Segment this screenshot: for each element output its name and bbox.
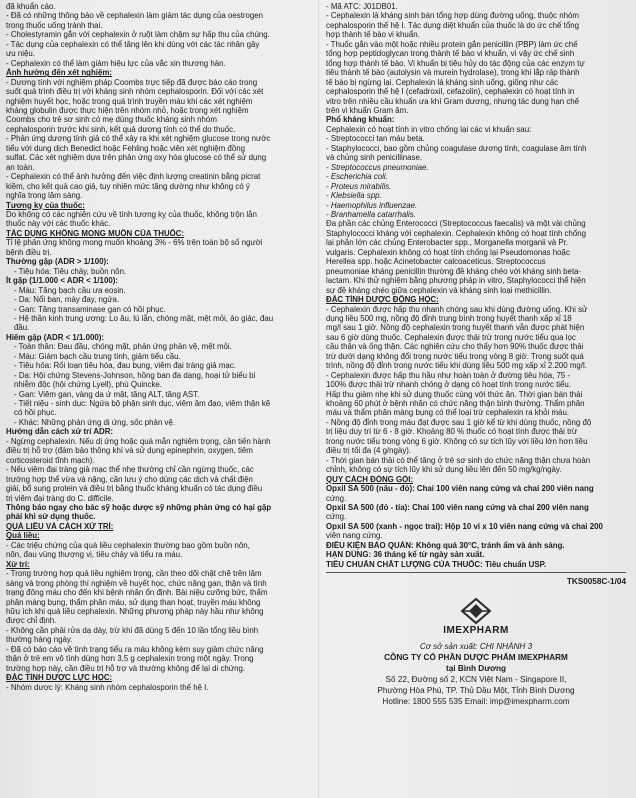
right_column-text-line: vulgaris. Cephalexin không có hoạt tính chống lại Pseudomonas hoặc bbox=[326, 247, 570, 257]
left_column-text-line: thuốc này với các thuốc khác. bbox=[6, 219, 111, 229]
left_column-text-line: nghĩa trong lâm sàng. bbox=[6, 191, 83, 201]
right_column-text-line: - Branhamella catarrhalis. bbox=[326, 209, 416, 219]
left_column-text-line: trường hợp thể vừa và nặng, cần lưu ý cho dùng các dịch và chất điện bbox=[6, 474, 253, 484]
address-line: Số 22, Đường số 2, KCN Việt Nam - Singapore II, bbox=[385, 675, 567, 685]
right_column-text-line: 100% được thải trừ nhanh chóng ở dạng có hoạt tính trong nước tiểu. bbox=[326, 380, 572, 390]
left_column-text-line: corticosteroid tĩnh mạch). bbox=[6, 455, 95, 465]
left_column-text-line: - Gan: Tăng transaminase gan có hồi phục. bbox=[14, 304, 166, 314]
manufacturer-info bbox=[326, 641, 626, 707]
right_column-text-line: Đa phần các chủng Enterococci (Streptococcus faecalis) và một vài chủng bbox=[326, 219, 586, 229]
left_column-text-line: - Da: Hội chứng Stevens-Johnson, hồng ban đa dạng, hoại tử biểu bì bbox=[14, 370, 256, 380]
right_column-text-line: HẠN DÙNG: 36 tháng kể từ ngày sản xuất. bbox=[326, 550, 485, 560]
left_column-text-line: Coombs cho trẻ sơ sinh có mẹ dùng thuốc kháng sinh nhóm bbox=[6, 115, 217, 125]
contact-line: Hotline: 1800 555 535 Email: imp@imexpharm.com bbox=[382, 697, 570, 707]
left_column-text-line: cephalosporin trước khi sinh, kết quả dương tính có thể do thuốc. bbox=[6, 124, 236, 134]
right_column-text-line: - Cephalexin được hấp thu hầu như hoàn toàn ở đường tiêu hóa, 75 - bbox=[326, 370, 571, 380]
left_column-text-line: bệnh điều trị. bbox=[6, 247, 52, 257]
left_column-text-line: - Tiết niệu - sinh dục: Ngứa bộ phận sinh dục, viêm âm đạo, viêm thận kẽ bbox=[14, 399, 271, 409]
right_column-text-line: máu và thẩm phân màng bụng có thể loại trừ cephalexin ra khỏi máu. bbox=[326, 408, 570, 418]
divider bbox=[326, 572, 626, 573]
left_column-text-line: Thông báo ngay cho bác sỹ hoặc dược sỹ những phản ứng có hại gặp bbox=[6, 503, 272, 513]
left_column-text-line: hữu ích khi quá liều cephalexin. Những phương pháp này hầu như không bbox=[6, 607, 264, 616]
left_column-text-line: - Tiêu hóa: Tiêu chảy, buồn nôn. bbox=[14, 266, 127, 276]
right_column-text-line: Cephalexin có hoạt tính in vitro chống lại các vi khuẩn sau: bbox=[326, 124, 532, 134]
right_column-text-line: cầu thận và ống thận. Các nghiên cứu cho thấy hơn 90% thuốc được thải bbox=[326, 342, 584, 352]
left_column-text-line: điều trị hỗ trợ (đảm bảo thông khí và sử dụng epinephrin, oxygen, tiêm bbox=[6, 446, 253, 456]
address-line: Phường Hòa Phú, TP. Thủ Dầu Một, Tỉnh Bình Dương bbox=[377, 686, 575, 696]
left_column-text-line: trường hợp này, cần điều trị hỗ trợ và thường không để lại di chứng. bbox=[6, 663, 246, 673]
left_column-text-line: Thường gặp (ADR > 1/100): bbox=[6, 257, 109, 267]
left_column-text-line: - Tiêu hóa: Rối loạn tiêu hóa, đau bụng, viêm đại tràng giả mạc. bbox=[14, 361, 236, 371]
left_column-text-line: - Gan: Viêm gan, vàng da ứ mật, tăng ALT, tăng AST. bbox=[14, 389, 200, 399]
right_column-text-line: Phổ kháng khuẩn: bbox=[326, 115, 395, 125]
right-column bbox=[326, 2, 626, 707]
right_column-text-line: TIÊU CHUẨN CHẤT LƯỢNG CỦA THUỐC: Tiêu chuẩn USP. bbox=[326, 559, 547, 569]
left_column-text-line: Xử trí: bbox=[6, 559, 30, 569]
left_column-text-line: nhiễm độc (hội chứng Lyell), phù Quincke. bbox=[14, 380, 162, 390]
manufacturer-site: Cơ sở sản xuất: CHI NHÁNH 3 bbox=[419, 642, 533, 652]
left_column-text-line: - Hệ thần kinh trung ương: Lo âu, lú lẫn, chóng mặt, mệt mỏi, ảo giác, đau bbox=[14, 313, 274, 323]
right_column-text-line: trình, nồng độ đỉnh trong nước tiểu khi dùng liều 500 mg xấp xỉ 2.200 mg/l. bbox=[326, 361, 587, 371]
right_column-text-line: pneumoniae kháng penicillin thường đề kháng chéo với kháng sinh beta- bbox=[326, 266, 582, 276]
imexpharm-emblem-icon bbox=[459, 597, 493, 625]
company-name: CÔNG TY CỔ PHẦN DƯỢC PHẨM IMEXPHARM bbox=[384, 653, 568, 663]
right_column-text-line: - Cephalexin là kháng sinh bán tổng hợp dùng đường uống, thuộc nhóm bbox=[326, 11, 579, 21]
right_column-text-line: - Streptococcus pneumoniae. bbox=[326, 162, 429, 172]
left_column-text-line: kiềm, cho kết quả cao giả, tuy nhiên mức tăng dường như không có ý bbox=[6, 181, 250, 191]
right_column-text-line: hợp thành tế bào vi khuẩn. bbox=[326, 30, 420, 40]
right_column-text-line: cứng. bbox=[326, 493, 347, 503]
right-column-text bbox=[326, 2, 626, 569]
left_column-text-line: giải, bổ sung protein và điều trị bằng thuốc kháng khuẩn có tác dụng điều bbox=[6, 484, 263, 494]
left_column-text-line: trạng đông máu cho đến khi bệnh nhân ổn định. Bài niệu cưỡng bức, thẩm bbox=[6, 588, 268, 598]
right_column-text-line: ĐIỀU KIỆN BẢO QUẢN: Không quá 30°C, tránh ẩm và ánh sáng. bbox=[326, 540, 565, 550]
left-column bbox=[6, 2, 310, 692]
right_column-text-line: sự đề kháng chéo giữa cephalexin và kháng sinh loại methicillin. bbox=[326, 285, 552, 295]
right_column-text-line: mg/l sau 1 giờ. Nồng độ cephalexin trong huyết thanh vẫn được phát hiện bbox=[326, 323, 585, 333]
left_column-text-line: Tương kỵ của thuốc: bbox=[6, 200, 85, 210]
left_column-text-line: trong thuốc uống tránh thai. bbox=[6, 20, 103, 30]
right_column-text-line: ĐẶC TÍNH DƯỢC ĐỘNG HỌC: bbox=[326, 295, 439, 305]
right_column-text-line: - Thuốc gắn vào một hoặc nhiều protein gắn penicillin (PBP) làm ức chế bbox=[326, 39, 578, 49]
left_column-text-line: có hồi phục. bbox=[14, 408, 57, 418]
left_column-text-line: thận ở trẻ em vô tình dùng hơn 3,5 g cephalexin trong một ngày. Trong bbox=[6, 654, 254, 664]
left_column-text-line: Ít gặp (1/1.000 < ADR < 1/100): bbox=[6, 276, 118, 286]
left_column-text-line: thường hàng ngày. bbox=[6, 635, 73, 645]
right_column-text-line: QUY CÁCH ĐÓNG GÓI: bbox=[326, 474, 414, 484]
right_column-text-line: trừ dưới dạng không đổi trong nước tiểu trong vòng 8 giờ. Trong suốt quá bbox=[326, 351, 584, 361]
right_column-text-line: tổng hợp peptidoglycan trong thành tế bào vi khuẩn, vì vậy ức chế sinh bbox=[326, 49, 575, 59]
right_column-text-line: tiêu thành tế bào (autolysin và murein hydrolase), trong khi lắp ráp thành bbox=[326, 68, 580, 78]
right_column-text-line: - Mã ATC: J01DB01. bbox=[326, 2, 398, 11]
right_column-text-line: lactam. Khi thử nghiệm bằng phương pháp in vitro, Staphylococci thể hiện bbox=[326, 276, 586, 286]
company-logo bbox=[326, 597, 626, 635]
left_column-text-line: - Cephalexin có thể ảnh hưởng đến việc định lượng creatinin bằng picrat bbox=[6, 172, 261, 182]
left_column-text-line: - Cephalexin có thể làm giảm hiệu lực của vắc xin thương hàn. bbox=[6, 58, 226, 68]
left_column-text-line: đầu. bbox=[14, 323, 30, 333]
left_column-text-line: - Các triệu chứng của quá liều cephalexin thường bao gồm buồn nôn, bbox=[6, 540, 250, 550]
left_column-text-line: TÁC DỤNG KHÔNG MONG MUỐN CỦA THUỐC: bbox=[6, 228, 185, 238]
left_column-text-line: - Đã có báo cáo về tình trạng tiểu ra máu không kèm suy giảm chức năng bbox=[6, 644, 264, 654]
right_column-text-line: - Klebsiella spp. bbox=[326, 191, 382, 201]
left_column-text-line: ưu niệu. bbox=[6, 49, 35, 59]
left_column-text-line: ĐẶC TÍNH DƯỢC LỰC HỌC: bbox=[6, 673, 113, 683]
left_column-text-line: trị viêm đại tràng do C. difficile. bbox=[6, 493, 114, 503]
left_column-text-line: Do không có các nghiên cứu về tính tương kỵ của thuốc, không trộn lẫn bbox=[6, 209, 257, 219]
right_column-text-line: - Thời gian bán thải có thể tăng ở trẻ sơ sinh do chức năng thận chưa hoàn bbox=[326, 455, 591, 465]
left_column-text-line: - Đã có những thông báo về cephalexin làm giảm tác dụng của oestrogen bbox=[6, 11, 264, 21]
right_column-text-line: - Streptococci tan máu beta. bbox=[326, 134, 425, 144]
right_column-text-line: - Cephalexin được hấp thu nhanh chóng sau khi dùng đường uống. Khi sử bbox=[326, 304, 588, 314]
right_column-text-line: - Haemophilus influenzae. bbox=[326, 200, 418, 210]
right_column-text-line: cứng. bbox=[326, 512, 347, 522]
right_column-text-line: - Nồng độ đỉnh trong máu đạt được sau 1 giờ kể từ khi dùng thuốc, nồng độ bbox=[326, 417, 592, 427]
right_column-text-line: dụng liều 500 mg, nồng độ đỉnh trung bình trong huyết thanh xấp xỉ 18 bbox=[326, 313, 572, 323]
left_column-text-line: - Dương tính với nghiệm pháp Coombs trực tiếp đã được báo cáo trong bbox=[6, 77, 258, 87]
left_column-text-line: an toàn. bbox=[6, 162, 35, 172]
left_column-text-line: - Ngừng cephalexin. Nếu dị ứng hoặc quá mẫn nghiêm trọng, cần tiến hành bbox=[6, 436, 271, 446]
left_column-text-line: Hiếm gặp (ADR < 1/1.000): bbox=[6, 332, 105, 342]
left_column-text-line: Hướng dẫn cách xử trí ADR: bbox=[6, 427, 114, 437]
logo-wordmark: IMEXPHARM bbox=[443, 624, 509, 636]
company-location: tại Bình Dương bbox=[446, 664, 506, 674]
left_column-text-line: tiểu với dung dịch Benedict hoặc Fehling hoặc viên xét nghiệm đồng bbox=[6, 143, 245, 153]
left_column-text-line: nôn, đau vùng thượng vị, tiêu chảy và tiểu ra máu. bbox=[6, 550, 183, 560]
right_column-text-line: Opxil SA 500 (xanh - ngọc trai): Hộp 10 vỉ x 10 viên nang cứng và chai 200 bbox=[326, 521, 603, 531]
right_column-text-line: cephalosporin thế hệ I. Tác dụng diệt khuẩn của thuốc là do ức chế tổng bbox=[326, 20, 579, 30]
right_column-text-line: Opxil SA 500 (nâu - đỏ): Chai 100 viên nang cứng và chai 200 viên nang bbox=[326, 484, 594, 494]
right_column-text-line: Opxil SA 500 (đỏ - tía): Chai 100 viên nang cứng và chai 200 viên nang bbox=[326, 503, 589, 513]
left_column-text-line: - Khác: Những phản ứng dị ứng, sốc phản vệ. bbox=[14, 417, 176, 427]
fold-line bbox=[318, 0, 319, 798]
right_column-text-line: vitro trên nhiều cầu khuẩn ưa khí Gram dương, nhưng tác dụng hạn chế bbox=[326, 96, 580, 106]
left_column-text-line: - Toàn thân: Đau đầu, chóng mặt, phản ứng phản vệ, mệt mỏi. bbox=[14, 342, 232, 352]
right_column-text-line: trên vi khuẩn Gram âm. bbox=[326, 105, 409, 115]
left_column-text-line: QUÁ LIỀU VÀ CÁCH XỬ TRÍ: bbox=[6, 521, 114, 531]
left_column-text-line: Tỉ lệ phản ứng không mong muốn khoảng 3% - 6% trên toàn bộ số người bbox=[6, 238, 263, 248]
left_column-text-line: suốt quá trình điều trị với kháng sinh nhóm cephalosporin. Đối với các xét bbox=[6, 87, 264, 97]
left_column-text-line: phân màng bụng, thẩm phân máu, sử dụng than hoạt, truyền máu không bbox=[6, 597, 261, 607]
left_column-text-line: phải khi sử dụng thuốc. bbox=[6, 512, 96, 522]
right_column-text-line: tế bào bị ngừng lại. Cephalexin là kháng sinh uống, giống như các bbox=[326, 77, 559, 87]
right_column-text-line: tổng hợp thành tế bào. Vi khuẩn bị tiêu hủy do tác động của các enzym tự bbox=[326, 58, 585, 68]
right_column-text-line: trị liệu duy trì từ 6 - 8 giờ. Khoảng 80 % thuốc có hoạt tính được thải trừ bbox=[326, 427, 578, 437]
right_column-text-line: sau 6 giờ dùng thuốc. Cephalexin được thải trừ trong nước tiểu qua lọc bbox=[326, 332, 576, 342]
left_column-text-line: - Máu: Tăng bạch cầu ưa eosin. bbox=[14, 285, 126, 295]
left_column-text-line: - Phản ứng dương tính giả có thể xảy ra khi xét nghiệm glucose trong nước bbox=[6, 134, 271, 144]
left_column-text-line: - Không cần phải rửa dạ dày, trừ khi đã dùng 5 đến 10 lần tổng liều bình bbox=[6, 625, 259, 635]
left_column-text-line: Ảnh hưởng đến xét nghiệm: bbox=[6, 68, 113, 78]
left_column-text-line: đã khuẩn cáo. bbox=[6, 2, 56, 11]
left_column-text-line: - Máu: Giảm bạch cầu trung tính, giảm tiểu cầu. bbox=[14, 351, 181, 361]
right_column-text-line: - Proteus mirabilis. bbox=[326, 181, 392, 191]
right_column-text-line: lại phần lớn các chủng Enterobacter spp., Morganella morganii và Pr. bbox=[326, 238, 569, 248]
left_column-text-line: kháng globulin được thực hiện trên nhóm nhỏ, hoặc trong xét nghiệm bbox=[6, 105, 249, 115]
right_column-text-line: - Staphylococci, bao gồm chủng coagulase dương tính, coagulase âm tính bbox=[326, 143, 587, 153]
left_column-text-line: sulfat. Các xét nghiệm dựa trên phản ứng oxy hóa glucose có thể sử dụng bbox=[6, 153, 267, 163]
left_column-text-line: - Cholestyramin gắn với cephalexin ở ruột làm chậm sự hấp thu của chúng. bbox=[6, 30, 270, 40]
right_column-text-line: viên nang cứng. bbox=[326, 531, 383, 541]
left_column-text-line: - Da: Nổi ban, mày đay, ngứa. bbox=[14, 295, 120, 305]
left_column-text-line: - Nếu viêm đại tràng giả mạc thể nhẹ thường chỉ cần ngừng thuốc, các bbox=[6, 465, 254, 475]
left_column-text-line: Quá liều: bbox=[6, 531, 40, 541]
reference-code: TKS0058C-1/04 bbox=[566, 577, 626, 587]
left_column-text-line: nghiệm huyết học, hoặc trong quá trình truyền máu khi các xét nghiệm bbox=[6, 96, 253, 106]
right_column-text-line: điều trị tối đa (4 g/ngày). bbox=[326, 446, 412, 456]
right_column-text-line: - Escherichia coli. bbox=[326, 172, 388, 182]
right_column-text-line: cephalosporin thế hệ I (cefadroxil, cefazolin), cephalexin có hoạt tính in bbox=[326, 87, 575, 97]
right_column-text-line: Herellea spp. hoặc Acinetobacter calcoaceticus. Streptococcus bbox=[326, 257, 546, 267]
right_column-text-line: Staphylococci kháng với cephalexin. Cephalexin không có hoạt tính chống bbox=[326, 228, 587, 238]
left_column-text-line: sàng và trong phòng thí nghiệm về huyết học, chức năng gan, thận và tình bbox=[6, 578, 267, 588]
right_column-text-line: chỉnh, không có sự tích lũy khi sử dụng liều lên đến 50 mg/kg/ngày. bbox=[326, 465, 562, 475]
left_column-text-line: được chỉ định. bbox=[6, 616, 57, 626]
right_column-text-line: Hấp thu giảm nhẹ khi sử dụng thuốc cùng với thức ăn. Thời gian bán thải bbox=[326, 389, 583, 399]
right_column-text-line: khoảng 60 phút ở bệnh nhân có chức năng thận bình thường. Thẩm phân bbox=[326, 399, 585, 409]
left_column-text-line: - Tác dụng của cephalexin có thể tăng lên khi dùng với các tác nhân gây bbox=[6, 39, 260, 49]
right_column-text-line: và chủng sinh penicillinase. bbox=[326, 153, 423, 163]
left_column-text-line: - Nhóm dược lý: Kháng sinh nhóm cephalosporin thế hệ I. bbox=[6, 682, 209, 692]
right_column-text-line: trong nước tiểu trong vòng 6 giờ. Không có sự tích lũy với liều lớn hơn liều bbox=[326, 436, 588, 446]
left_column-text-line: - Trong trường hợp quá liều nghiêm trọng, cần theo dõi chặt chẽ trên lâm bbox=[6, 569, 262, 579]
